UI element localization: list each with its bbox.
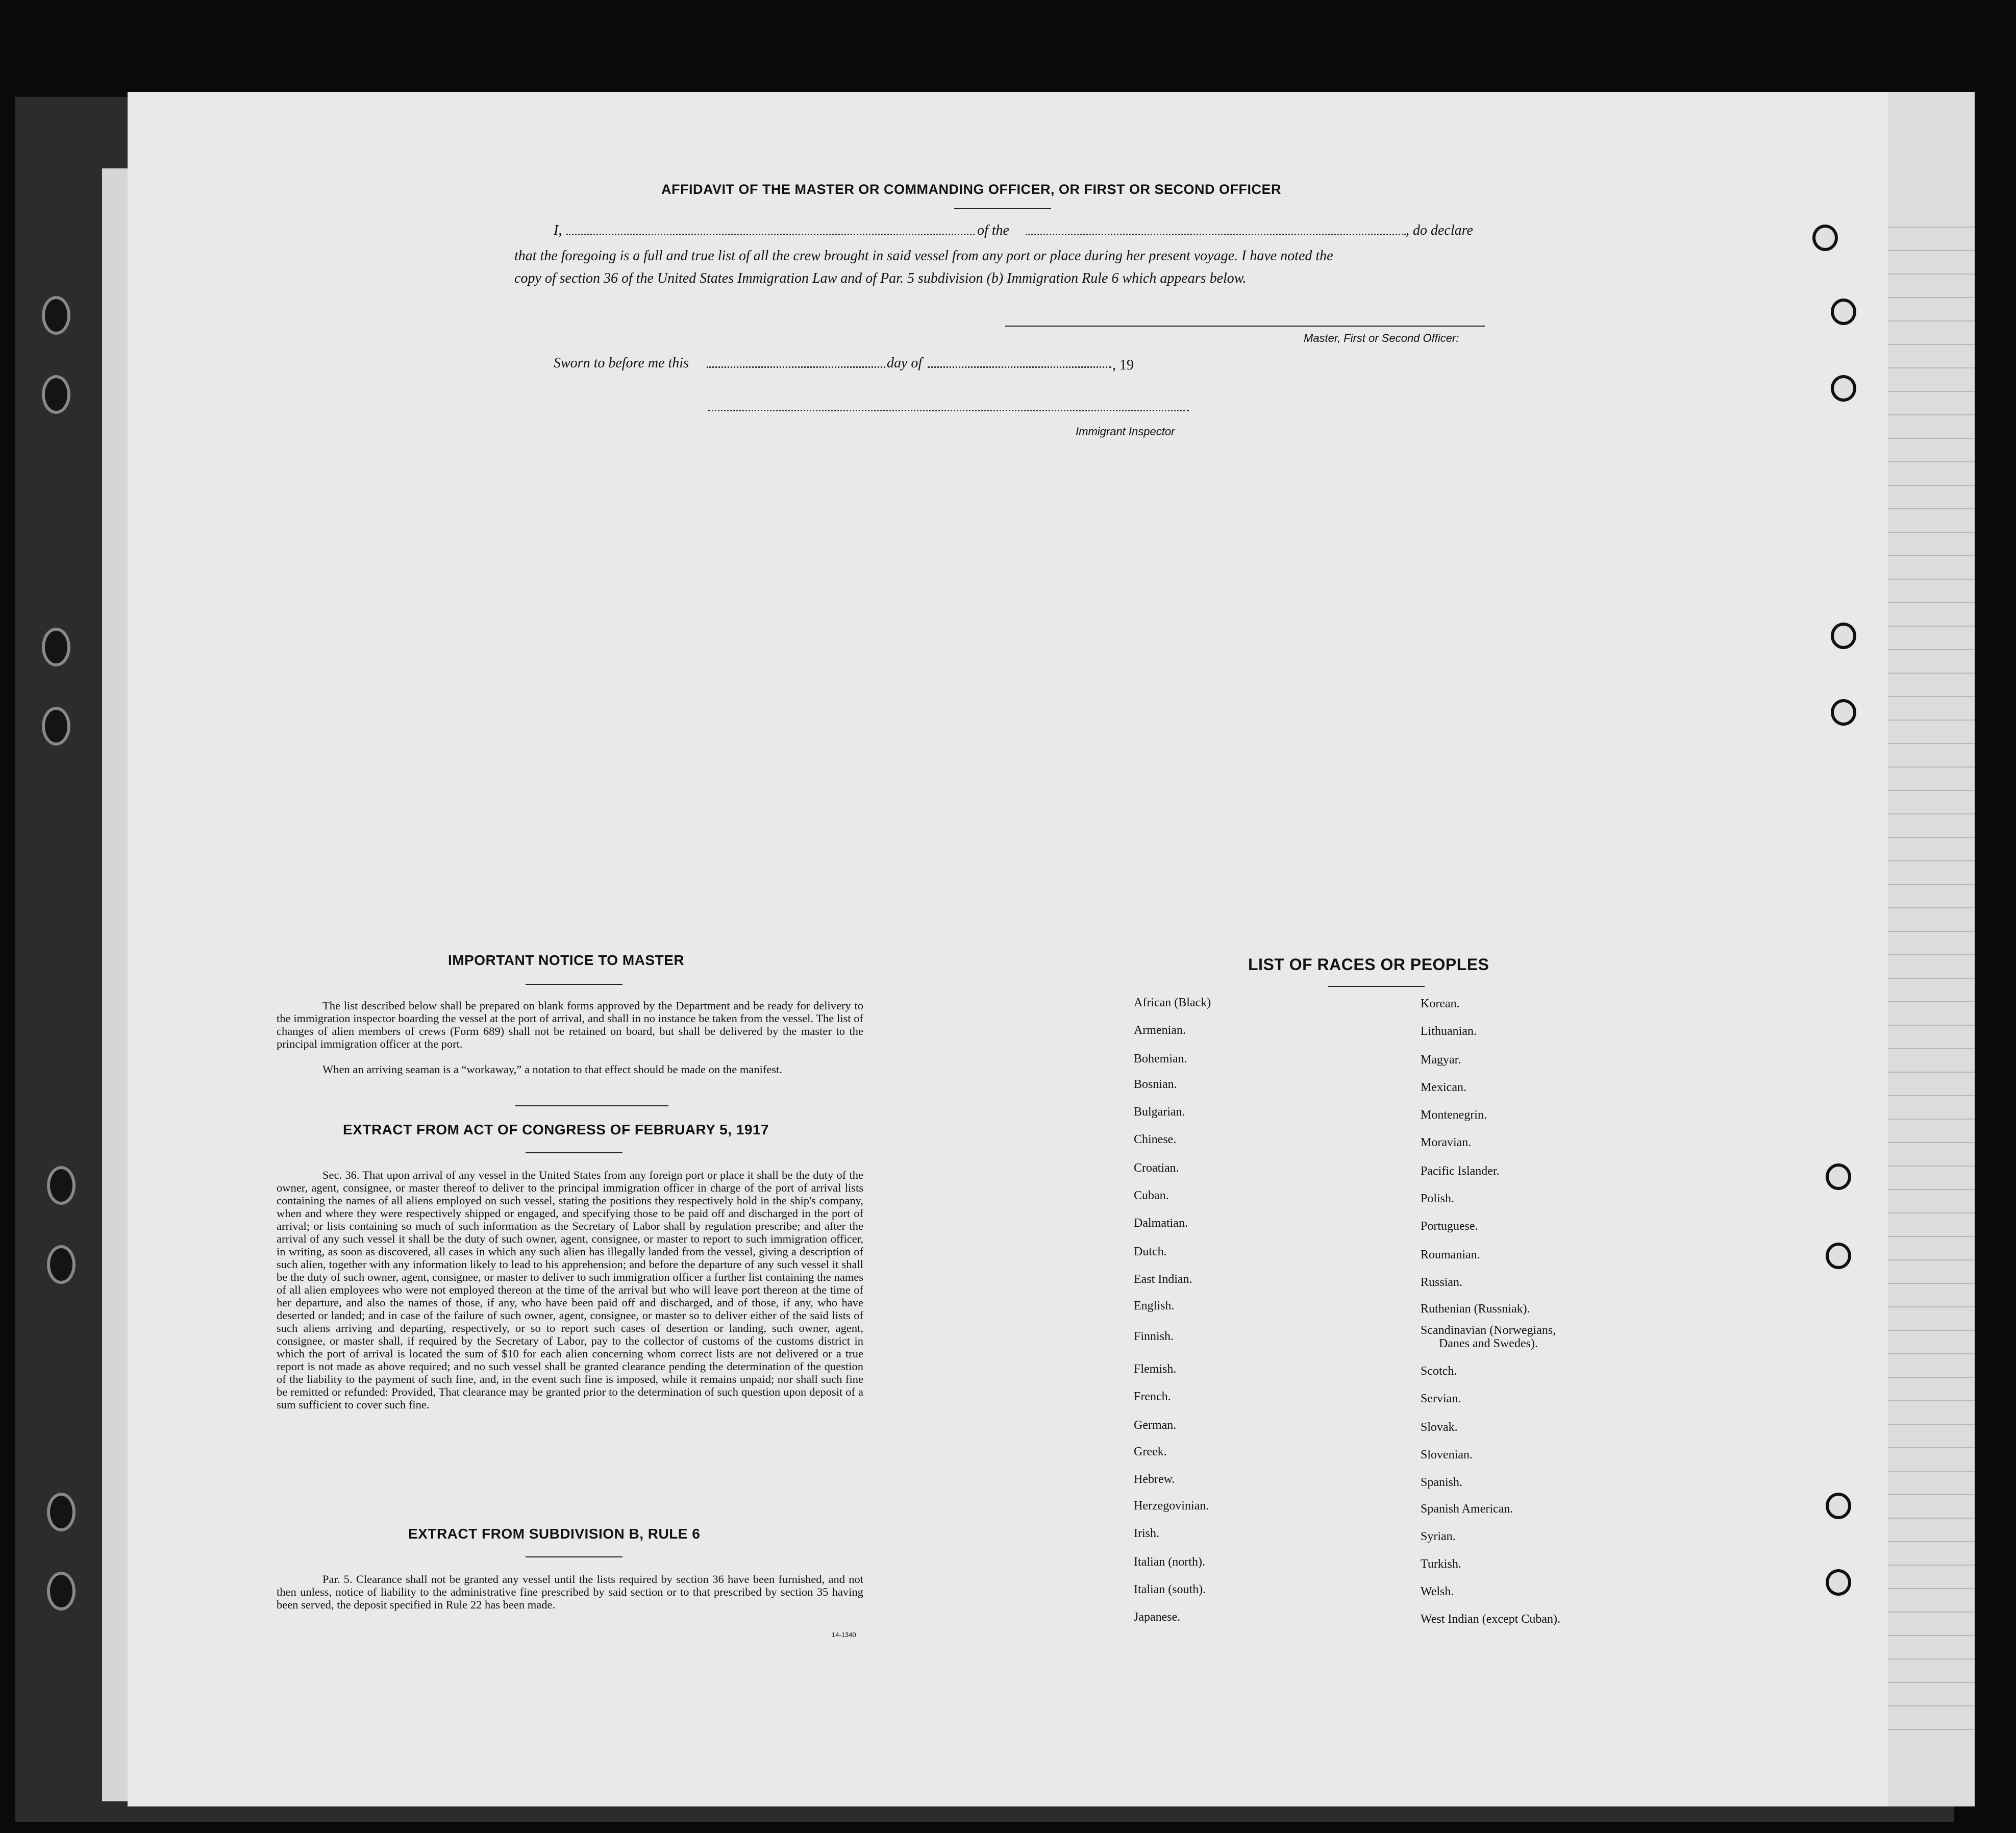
race-item: Dutch. — [1134, 1245, 1167, 1258]
race-item: Korean. — [1421, 997, 1460, 1010]
race-item: Scotch. — [1421, 1365, 1457, 1378]
punch-hole-left — [42, 707, 70, 746]
race-item: Finnish. — [1134, 1330, 1174, 1343]
race-item: Greek. — [1134, 1445, 1167, 1458]
extract-rule-underline — [526, 1556, 623, 1557]
race-item: Cuban. — [1134, 1189, 1169, 1202]
affidavit-title: AFFIDAVIT OF THE MASTER OR COMMANDING OFFICER, OR FIRST OR SECOND OFFICER — [661, 182, 1281, 197]
race-item: Portuguese. — [1421, 1220, 1478, 1233]
race-item: Dalmatian. — [1134, 1217, 1188, 1230]
race-item: Russian. — [1421, 1276, 1463, 1289]
race-item: Italian (north). — [1134, 1555, 1205, 1569]
punch-hole-right — [1826, 1569, 1851, 1596]
affidavit-line3: copy of section 36 of the United States Immigration Law and of Par. 5 subdivision (b) Immigration Rule 6 which appears below. — [514, 270, 1247, 286]
race-item: African (Black) — [1134, 996, 1211, 1009]
punch-hole-right — [1831, 299, 1856, 325]
races-title: LIST OF RACES OR PEOPLES — [1248, 955, 1489, 974]
race-item: Bulgarian. — [1134, 1105, 1185, 1119]
race-item: Bosnian. — [1134, 1078, 1177, 1091]
sworn-mid: day of — [887, 355, 923, 371]
punch-hole-left — [42, 296, 70, 335]
race-item: Lithuanian. — [1421, 1025, 1477, 1038]
master-signature-line — [1005, 326, 1485, 327]
race-item: Armenian. — [1134, 1024, 1186, 1037]
race-item: Mexican. — [1421, 1081, 1466, 1094]
punch-hole-left — [42, 628, 70, 666]
race-item: Bohemian. — [1134, 1052, 1187, 1066]
punch-hole-left — [42, 375, 70, 414]
race-item-continuation: Danes and Swedes). — [1439, 1337, 1538, 1350]
notice-title: IMPORTANT NOTICE TO MASTER — [448, 952, 685, 968]
race-item: Magyar. — [1421, 1053, 1461, 1067]
race-item: Slovenian. — [1421, 1448, 1473, 1462]
punch-hole-right — [1826, 1163, 1851, 1190]
race-item: Spanish. — [1421, 1476, 1463, 1489]
punch-hole-left — [47, 1493, 76, 1531]
punch-hole-left — [47, 1572, 76, 1611]
section-divider — [515, 1105, 668, 1106]
notice-para1: The list described below shall be prepared on blank forms approved by the Department and be ready for delivery to the immigration inspector boarding the vessel at the port of arrival, and shall in no instance be taken from the vessel. The list of changes of alien members of crews (Form 689) shall not be retained on board, but shall be delivered by the master to the principal immigration officer at the port. — [277, 999, 863, 1050]
affidavit-line1-mid: of the — [977, 222, 1009, 238]
race-item: Syrian. — [1421, 1530, 1456, 1543]
extract-act-text: Sec. 36. That upon arrival of any vessel in the United States from any foreign port or place it shall be the duty of the owner, agent, consignee, or master thereof to deliver to the principal immigration officer in charge of the port of arrival lists containing the names of all aliens employed on such vessel, stating the positions they respectively hold in the ship's company, when and where they were respectively shipped or engaged, and specifying those to be paid off and discharged in the port of arrival; or lists containing so much of such information as the Secretary of Labor shall by regulation prescribe; and after the arrival of any such vessel it shall be the duty of such owner, agent, consignee, or master to report to such immigration officer, in writing, as soon as discovered, all cases in which any such alien has illegally landed from the vessel, giving a description of such alien, together with any information likely to lead to his apprehension; and before the departure of any such vessel it shall be the duty of such owner, agent, consignee, or master to deliver to such immigration officer a further list containing the names of all alien employees who were not employed thereon at the time of the arrival but who will leave port thereon at the time of her departure, and also the names of those, if any, who have been paid off and discharged, and of those, if any, who have deserted or landed; and in case of the failure of such owner, agent, consignee, or master so to deliver either of the said lists of such aliens arriving and departing, respectively, or so to report such cases of desertion or landing, such owner, agent, consignee, or master shall, if required by the Secretary of Labor, pay to the collector of customs of the customs district in which the port of arrival is located the sum of $10 for each alien concerning whom correct lists are not delivered or a true report is not made as above required; and no such vessel shall be granted clearance pending the determination of the question of the liability to the payment of such fine, and, in the event such fine is imposed, while it remains unpaid; nor shall such fine be remitted or refunded: Provided, That clearance may be granted prior to the determination of such question upon deposit of a sum sufficient to cover such fine. — [277, 1169, 863, 1411]
race-item: Flemish. — [1134, 1363, 1177, 1376]
notice-para2: When an arriving seaman is a “workaway,” a notation to that effect should be made on the manifest. — [322, 1063, 782, 1076]
vessel-blank — [1026, 234, 1406, 235]
sworn-start: Sworn to before me this — [554, 355, 689, 371]
sworn-month-blank — [928, 366, 1111, 368]
punch-hole-left — [47, 1245, 76, 1284]
inspector-label: Immigrant Inspector — [1076, 425, 1175, 438]
punch-hole-right — [1831, 623, 1856, 649]
race-item: Turkish. — [1421, 1557, 1461, 1571]
race-item: Italian (south). — [1134, 1583, 1206, 1596]
race-item: French. — [1134, 1390, 1171, 1403]
race-item: Slovak. — [1421, 1421, 1458, 1434]
document-page — [128, 92, 1888, 1806]
race-item: East Indian. — [1134, 1273, 1192, 1286]
inspector-signature-line — [708, 410, 1189, 411]
master-signature-label: Master, First or Second Officer: — [1304, 332, 1459, 344]
race-item: Montenegrin. — [1421, 1108, 1487, 1122]
race-item: English. — [1134, 1299, 1175, 1312]
punch-hole-right — [1831, 375, 1856, 402]
race-item: Croatian. — [1134, 1161, 1179, 1175]
punch-hole-left — [47, 1166, 76, 1205]
race-item: Welsh. — [1421, 1585, 1454, 1598]
name-blank — [566, 234, 975, 235]
punch-hole-right — [1812, 225, 1838, 251]
race-item: Hebrew. — [1134, 1473, 1175, 1486]
race-item: Polish. — [1421, 1192, 1455, 1205]
affidavit-line2: that the foregoing is a full and true list of all the crew brought in said vessel from any port or place during her present voyage. I have noted the — [514, 248, 1333, 264]
race-item: Irish. — [1134, 1527, 1159, 1540]
race-item: Chinese. — [1134, 1133, 1177, 1146]
extract-act-title: EXTRACT FROM ACT OF CONGRESS OF FEBRUARY 5, 1917 — [343, 1122, 769, 1137]
race-item: German. — [1134, 1419, 1177, 1432]
race-item: Moravian. — [1421, 1136, 1472, 1149]
title-underline — [954, 208, 1051, 209]
race-item: Japanese. — [1134, 1611, 1181, 1624]
race-item: Roumanian. — [1421, 1248, 1480, 1261]
punch-hole-right — [1831, 699, 1856, 726]
races-underline — [1328, 986, 1425, 987]
punch-hole-right — [1826, 1243, 1851, 1269]
race-item: West Indian (except Cuban). — [1421, 1613, 1560, 1626]
sworn-day-blank — [707, 366, 885, 368]
race-item: Herzegovinian. — [1134, 1499, 1209, 1513]
race-item: Scandinavian (Norwegians, — [1421, 1324, 1556, 1337]
affidavit-line1-start: I, — [554, 222, 562, 238]
notice-underline — [526, 984, 623, 985]
race-item: Spanish American. — [1421, 1502, 1513, 1516]
extract-rule-title: EXTRACT FROM SUBDIVISION B, RULE 6 — [408, 1526, 701, 1542]
form-number: 14-1340 — [832, 1631, 856, 1639]
extract-rule-text: Par. 5. Clearance shall not be granted any vessel until the lists required by section 36 have been furnished, and not then unless, notice of liability to the administrative fine prescribed by said section or to that prescribed by section 35 having been served, the deposit specified in Rule 22 has been made. — [277, 1573, 863, 1611]
race-item: Ruthenian (Russniak). — [1421, 1302, 1530, 1316]
race-item: Pacific Islander. — [1421, 1165, 1500, 1178]
sworn-end: , 19 — [1112, 357, 1134, 373]
affidavit-line1-end: , do declare — [1406, 222, 1473, 238]
extract-act-underline — [526, 1152, 623, 1153]
punch-hole-right — [1826, 1493, 1851, 1519]
race-item: Servian. — [1421, 1392, 1461, 1405]
